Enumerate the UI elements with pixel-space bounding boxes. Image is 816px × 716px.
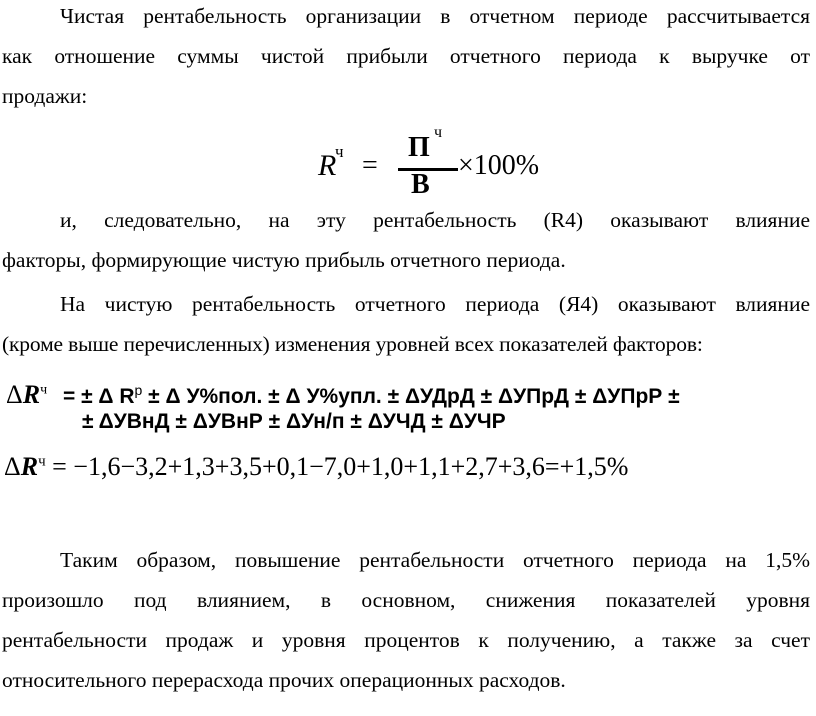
- factor-formula-rhs-superscript: р: [134, 382, 143, 398]
- factor-formula-line-1: [6, 380, 680, 410]
- paragraph-factors-line-2: (кроме выше перечисленных) изменения уровней всех показателей факторов:: [2, 332, 703, 356]
- factor-formula-rhs-rest: ± Δ У%пол. ± Δ У%упл. ± ΔУДрД ± ΔУПрД ± ΔУПрР ±: [142, 385, 680, 408]
- paragraph-intro: [2, 0, 810, 116]
- paragraph-conclusion: [2, 540, 810, 700]
- factor-calculation: $\Delta R^ч = -1,6-3,2+1,3+3,5+0,1-7,0+1,0+1,1+2,7+3,6=+1,5\%$: [4, 452, 629, 481]
- paragraph-consequence: [2, 200, 810, 280]
- formula-numerator-superscript: ч: [434, 124, 443, 141]
- formula-lhs-superscript: ч: [335, 142, 344, 161]
- formula-lhs: R: [318, 149, 337, 182]
- paragraph-intro-line-1: Чистая рентабельность организации в отчетном периоде рассчитывается: [60, 4, 810, 28]
- factor-formula-rhs-line-2: ± ΔУВнД ± ΔУВнР ± ΔУн/п ± ΔУЧД ± ΔУЧР: [82, 410, 506, 433]
- paragraph-consequence-line-1: и, следовательно, на эту рентабельность (R4) оказывают влияние: [60, 208, 810, 232]
- paragraph-intro-line-2: как отношение суммы чистой прибыли отчетного периода к выручке от: [2, 44, 810, 68]
- paragraph-factors: [2, 284, 810, 364]
- paragraph-intro-line-3: продажи:: [2, 84, 88, 108]
- paragraph-conclusion-line-3: рентабельности продаж и уровня процентов к получению, а также за счет: [2, 628, 810, 652]
- paragraph-conclusion-line-1: Таким образом, повышение рентабельности отчетного периода на 1,5%: [60, 548, 810, 572]
- factor-calculation-rhs: = −1,6−3,2+1,3+3,5+0,1−7,0+1,0+1,1+2,7+3,6=+1,5%: [45, 452, 629, 481]
- paragraph-conclusion-line-4: относительного перерасхода прочих операционных расходов.: [2, 668, 566, 692]
- formula-multiplier: ×100%: [458, 150, 540, 181]
- factor-formula-lhs: $\Delta R^ч$: [6, 380, 48, 409]
- paragraph-consequence-line-2: факторы, формирующие чистую прибыль отчетного периода.: [2, 248, 566, 272]
- factor-formula-rhs-start: = ± Δ R: [62, 385, 135, 408]
- formula-equals: =: [362, 150, 378, 181]
- formula-denominator: В: [411, 169, 430, 200]
- paragraph-factors-line-1: На чистую рентабельность отчетного периода (Я4) оказывают влияние: [60, 292, 810, 316]
- net-profitability-formula: [318, 124, 540, 202]
- factor-formula-line-2: [82, 410, 506, 434]
- paragraph-conclusion-line-2: произошло под влиянием, в основном, снижения показателей уровня: [2, 588, 810, 612]
- formula-numerator: П: [408, 132, 430, 163]
